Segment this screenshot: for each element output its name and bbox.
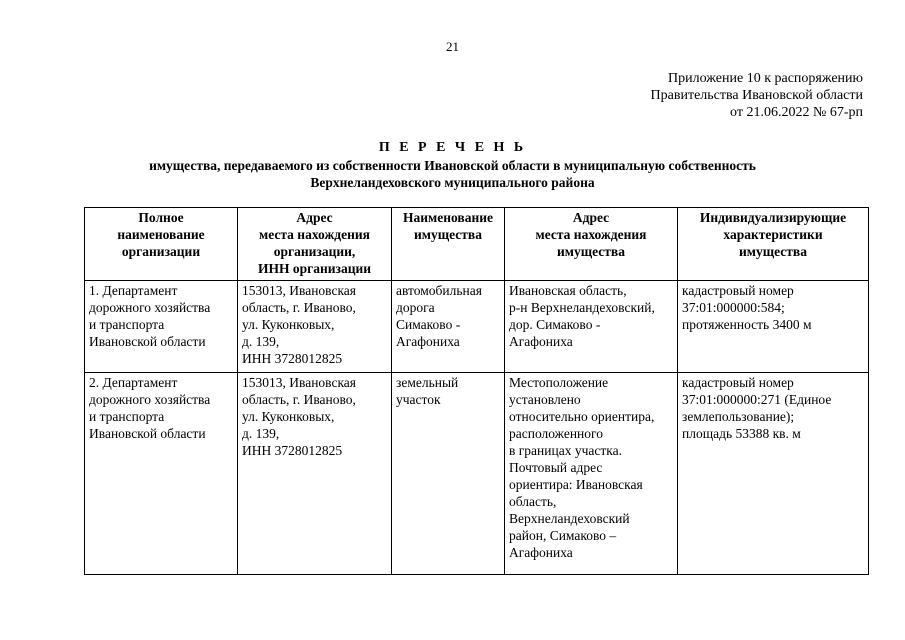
cell-line: Ивановской области [89,334,206,349]
table-cell [392,281,505,373]
cell-line: Индивидуализирующие [699,210,847,225]
cell-line: кадастровый номер [682,283,794,298]
cell-line: Ивановской области [89,426,206,441]
cell-line: имущества [414,227,482,242]
property-table [84,207,869,575]
cell-line: 153013, Ивановская [242,283,357,298]
cell-line: автомобильная [396,283,482,298]
cell-line: организации [121,244,201,259]
cell-line: дорога [396,300,435,315]
table-row [85,281,869,373]
cell-line: 37:01:000000:271 (Единое [682,392,832,407]
cell-line: Полное [138,210,184,225]
cell-line: места нахождения [259,227,370,242]
table-row [85,373,869,575]
page-number: 21 [446,39,459,54]
cell-line: 1. Департамент [89,283,178,298]
appendix-line: Приложение 10 к распоряжению [668,71,863,86]
cell-line: район, Симаково – [509,528,617,543]
column-header [678,208,869,281]
cell-line: участок [396,392,441,407]
cell-line: Адрес [572,210,610,225]
cell-line: наименование [117,227,205,242]
cell-line: ул. Куконковых, [242,317,335,332]
cell-line: протяженность 3400 м [682,317,812,332]
table-cell [678,373,869,575]
cell-line: Верхнеландеховский [509,511,630,526]
cell-line: земельный [396,375,459,390]
table-cell [85,281,238,373]
table-header-row [85,208,869,281]
cell-line: Местоположение [509,375,609,390]
table-cell [505,373,678,575]
column-header [392,208,505,281]
document-title: П Е Р Е Ч Е Н Ь [378,140,527,155]
cell-line: Адрес [296,210,333,225]
cell-line: 2. Департамент [89,375,178,390]
column-header [505,208,678,281]
cell-line: характеристики [723,227,823,242]
cell-line: область, г. Иваново, [242,392,356,407]
cell-line: имущества [739,244,807,259]
cell-line: Агафониха [396,334,460,349]
cell-line: дорожного хозяйства [89,300,211,315]
cell-line: организации, [273,244,356,259]
cell-line: кадастровый номер [682,375,794,390]
cell-line: имущества [557,244,625,259]
cell-line: расположенного [509,426,603,441]
cell-line: относительно ориентира, [509,409,655,424]
cell-line: ИНН 3728012825 [242,351,343,366]
table-cell [505,281,678,373]
appendix-line: Правительства Ивановской области [650,88,863,103]
cell-line: и транспорта [89,409,165,424]
cell-line: ул. Куконковых, [242,409,335,424]
appendix-note [651,70,863,121]
cell-line: ИНН 3728012825 [242,443,343,458]
table-cell [85,373,238,575]
cell-line: ориентира: Ивановская [509,477,643,492]
cell-line: д. 139, [242,334,280,349]
cell-line: установлено [509,392,581,407]
appendix-line: от 21.06.2022 № 67-рп [730,105,863,120]
cell-line: и транспорта [89,317,165,332]
cell-line: 153013, Ивановская [242,375,357,390]
cell-line: область, [509,494,557,509]
cell-line: р-н Верхнеландеховский, [509,300,655,315]
cell-line: 37:01:000000:584; [682,300,785,315]
cell-line: область, г. Иваново, [242,300,356,315]
document-subtitle [0,157,905,191]
cell-line: площадь 53388 кв. м [682,426,801,441]
cell-line: ИНН организации [257,261,372,276]
cell-line: Ивановская область, [509,283,627,298]
cell-line: землепользование); [682,409,795,424]
table-cell [678,281,869,373]
table-cell [238,281,392,373]
cell-line: в границах участка. [509,443,622,458]
table-cell [238,373,392,575]
cell-line: д. 139, [242,426,280,441]
column-header [238,208,392,281]
subtitle-line: Верхнеландеховского муниципального района [310,175,595,190]
cell-line: Наименование [403,210,493,225]
column-header [85,208,238,281]
cell-line: Почтовый адрес [509,460,603,475]
subtitle-line: имущества, передаваемого из собственности Ивановской области в муниципальную собственность [149,158,756,173]
table-cell [392,373,505,575]
cell-line: места нахождения [535,227,647,242]
cell-line: дорожного хозяйства [89,392,211,407]
cell-line: Агафониха [509,545,573,560]
cell-line: Агафониха [509,334,573,349]
cell-line: дор. Симаково - [509,317,601,332]
cell-line: Симаково - [396,317,461,332]
